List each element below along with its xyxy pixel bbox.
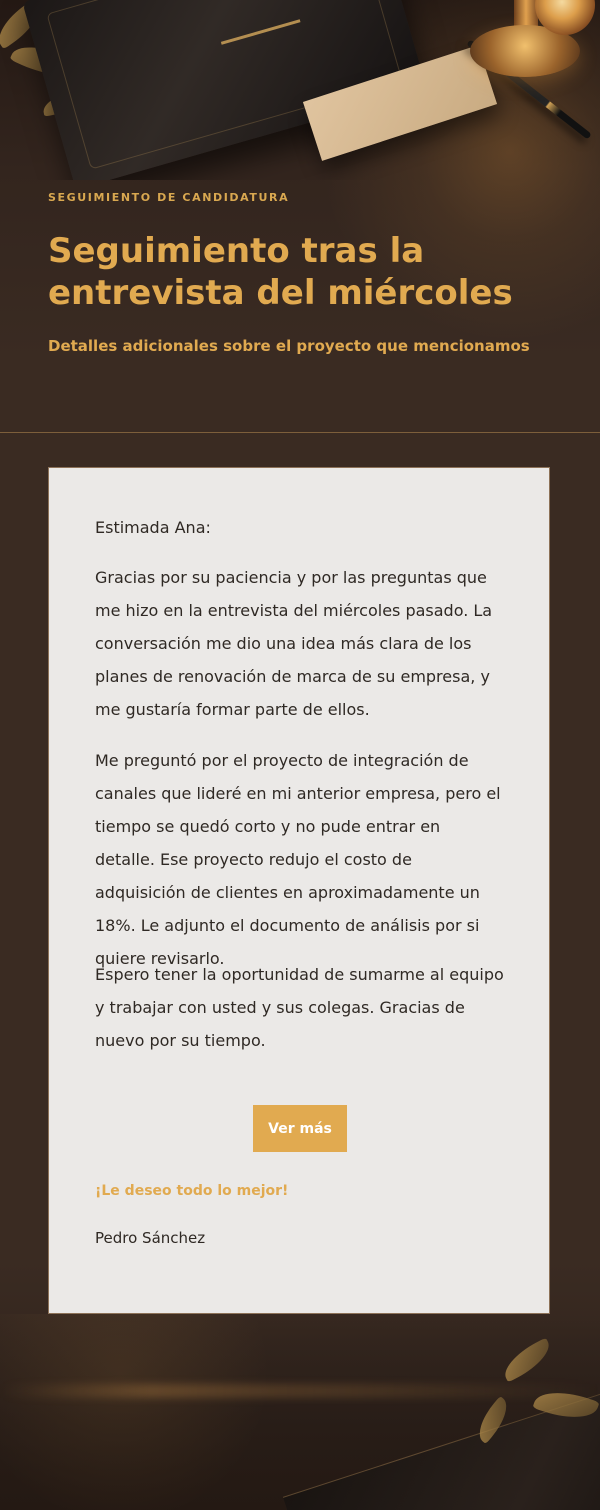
view-more-button[interactable]: Ver más bbox=[253, 1105, 347, 1152]
header-divider bbox=[0, 432, 600, 433]
eyebrow-label: SEGUIMIENTO DE CANDIDATURA bbox=[48, 191, 290, 204]
leaf-decoration bbox=[498, 1338, 556, 1383]
footer-image bbox=[0, 1314, 600, 1510]
signature: Pedro Sánchez bbox=[95, 1229, 206, 1247]
closing-line: ¡Le deseo todo lo mejor! bbox=[95, 1183, 289, 1199]
page-title: Seguimiento tras la entrevista del miércoles bbox=[48, 231, 513, 313]
footer-glow bbox=[0, 1384, 600, 1398]
greeting: Estimada Ana: bbox=[95, 518, 211, 537]
hero-image bbox=[0, 0, 600, 180]
letter-paragraph: Gracias por su paciencia y por las preguntas que me hizo en la entrevista del miércoles pasado. La conversación me dio una idea más clara de los planes de renovación de marca de su empresa, y me gustaría formar parte de ellos. bbox=[95, 568, 493, 719]
page-subtitle: Detalles adicionales sobre el proyecto que mencionamos bbox=[48, 337, 530, 355]
email-header bbox=[0, 180, 600, 432]
letter-card bbox=[48, 467, 550, 1314]
letter-paragraph: Me preguntó por el proyecto de integración de canales que lideré en mi anterior empresa, pero el tiempo se quedó corto y no pude entrar en detalle. Ese proyecto redujo el costo de adquisición de clientes en aproximadamente un 18%. Le adjunto el documento de análisis por si quiere revisarlo. bbox=[95, 751, 501, 968]
letter-paragraph: Espero tener la oportunidad de sumarme al equipo y trabajar con usted y sus colegas. Gracias de nuevo por su tiempo. bbox=[95, 965, 504, 1050]
